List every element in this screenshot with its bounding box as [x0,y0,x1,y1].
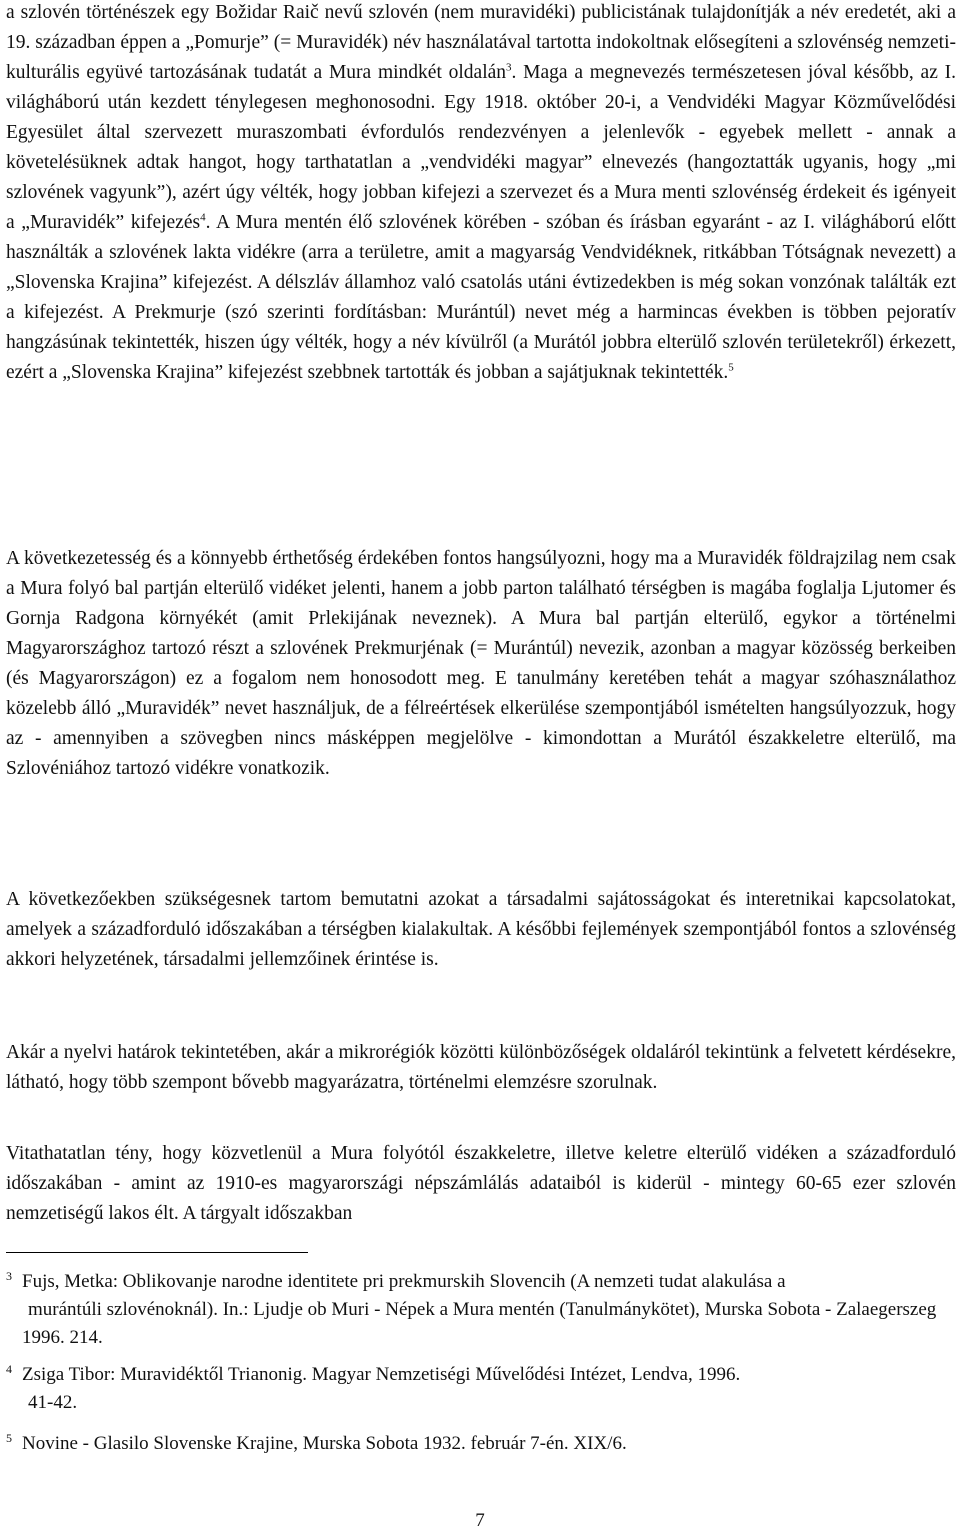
page-number: 7 [475,1510,485,1531]
footnote-number: 3 [6,1269,12,1283]
paragraph-5: Vitathatatlan tény, hogy közvetlenül a Mura folyótól északkeletre, illetve keletre elterülő vidéken a századforduló időszakában - amint az 1910-es magyarországi népszámlálás adataiból is kiderül - mintegy 60-65 ezer szlovén nemzetiségű lakos élt. A tárgyalt időszakban [6,1143,956,1224]
paragraph-4: Akár a nyelvi határok tekintetében, akár a mikrorégiók közötti különbözőségek oldaláról tekintünk a felvetett kérdésekre, látható, hogy több szempont bővebb magyarázatra, történelmi elemzésre szorulnak. [6,1042,956,1093]
footnote-text-line1: Novine - Glasilo Slovenske Krajine, Murska Sobota 1932. február 7-én. XIX/6. [22,1433,627,1454]
paragraph-1 [6,0,956,388]
footnote-5 [6,1430,956,1458]
paragraph-3: A következőekben szükségesnek tartom bemutatni azokat a társadalmi sajátosságokat és interetnikai kapcsolatokat, amelyek a századforduló időszakában a térségben kialakultak. A későbbi fejlemények szempontjából fontos a szlovénség akkori helyzetének, társadalmi jellemzőinek érintése is. [6,889,956,970]
footnote-number: 4 [6,1362,12,1376]
footnote-text-line1: Zsiga Tibor: Muravidéktől Trianonig. Magyar Nemzetiségi Művelődési Intézet, Lendva, 1996. [22,1364,741,1385]
footnote-4 [6,1361,956,1417]
footnote-number: 5 [6,1431,12,1445]
footnote-3 [6,1268,956,1352]
footnote-ref-5[interactable]: 5 [728,361,734,374]
paragraph-2: A következetesség és a könnyebb érthetőség érdekében fontos hangsúlyozni, hogy ma a Muravidék földrajzilag nem csak a Mura folyó bal partján elterülő vidéket jelenti, hanem a jobb parton található térségben is magába foglalja Ljutomer és Gornja Radgona környékét (amit Prlekijának neveznek). A Mura bal partján elterülő, egykor a történelmi Magyarországhoz tartozó részt a szlovének Prekmurjénak (= Murántúl) nevezik, azonban a magyar közösség berkeiben (és Magyarországon) ez a fogalom nem honosodott meg. E tanulmány keretében tehát a magyar szóhasználathoz közelebb álló „Muravidék” nevet használjuk, de a félreértések elkerülése szempontjából ismételten hangsúlyozzuk, hogy az - amennyiben a szövegben nincs másképpen megjelölve - kimondottan a Murától északkeletre elterülő, ma Szlovéniához tartozó vidékre vonatkozik. [6,548,956,779]
footnote-text-line1: Fujs, Metka: Oblikovanje narodne identitete pri prekmurskih Slovencih (A nemzeti tudat alakulása a [22,1271,786,1292]
paragraph-1-part-b: . Maga a megnevezés természetesen jóval később, az I. világháború után kezdett ténylegesen meghonosodni. Egy 1918. október 20-i, a Vendvidéki Magyar Közművelődési Egyesület által szervezett muraszombati évfordulós rendezvényen a jelenlevők - egyebek mellett - annak a követelésüknek adtak hangot, hogy tarthatatlan a „vendvidéki magyar” elnevezés (hangoztatták ugyanis, hogy „mi szlovének vagyunk”), azért úgy vélték, hogy jobban kifejezi a szervezet és a Mura menti szlovénség érdekeit és igényeit a „Muravidék” kifejezés [6,62,957,233]
footnote-text-rest: 41-42. [28,1392,78,1413]
paragraph-1-part-a: a szlovén történészek egy Božidar Raič nevű szlovén (nem muravidéki) publicistának tulajdonítják a név eredetét, aki a 19. században éppen a „Pomurje” (= Muravidék) név használatával tartotta indokoltnak elősegíteni a szlovénség nemzeti-kulturális együvé tartozásának tudatát a Mura mindkét oldalán [6,2,956,83]
footnote-ref-4[interactable]: 4 [200,211,206,224]
footnote-divider [6,1252,308,1253]
paragraph-1-part-c: . A Mura mentén élő szlovének körében - szóban és írásban egyaránt - az I. világháború előtt használták a szlovének lakta vidékre (arra a területre, amit a magyarság Vendvidéknek, ritkábban Tótságnak nevezett) a „Slovenska Krajina” kifejezést. A délszláv államhoz való csatolás utáni évtizedekben is még sokan vonzónak találták ezt a kifejezést. A Prekmurje (szó szerinti fordításban: Murántúl) nevet még a harmincas években is többen pejoratív hangzásúnak tekintették, hiszen úgy vélték, hogy a név kívülről (a Murától jobbra elterülő szlovén területekről) érkezett, ezért a „Slovenska Krajina” kifejezést szebbnek tartották és jobban a sajátjuknak tekintették. [6,212,956,383]
footnote-ref-3[interactable]: 3 [506,61,512,74]
footnote-text-rest: murántúli szlovénoknál). In.: Ljudje ob Muri - Népek a Mura mentén (Tanulmánykötet), Murska Sobota - Zalaegerszeg 1996. 214. [22,1299,937,1348]
